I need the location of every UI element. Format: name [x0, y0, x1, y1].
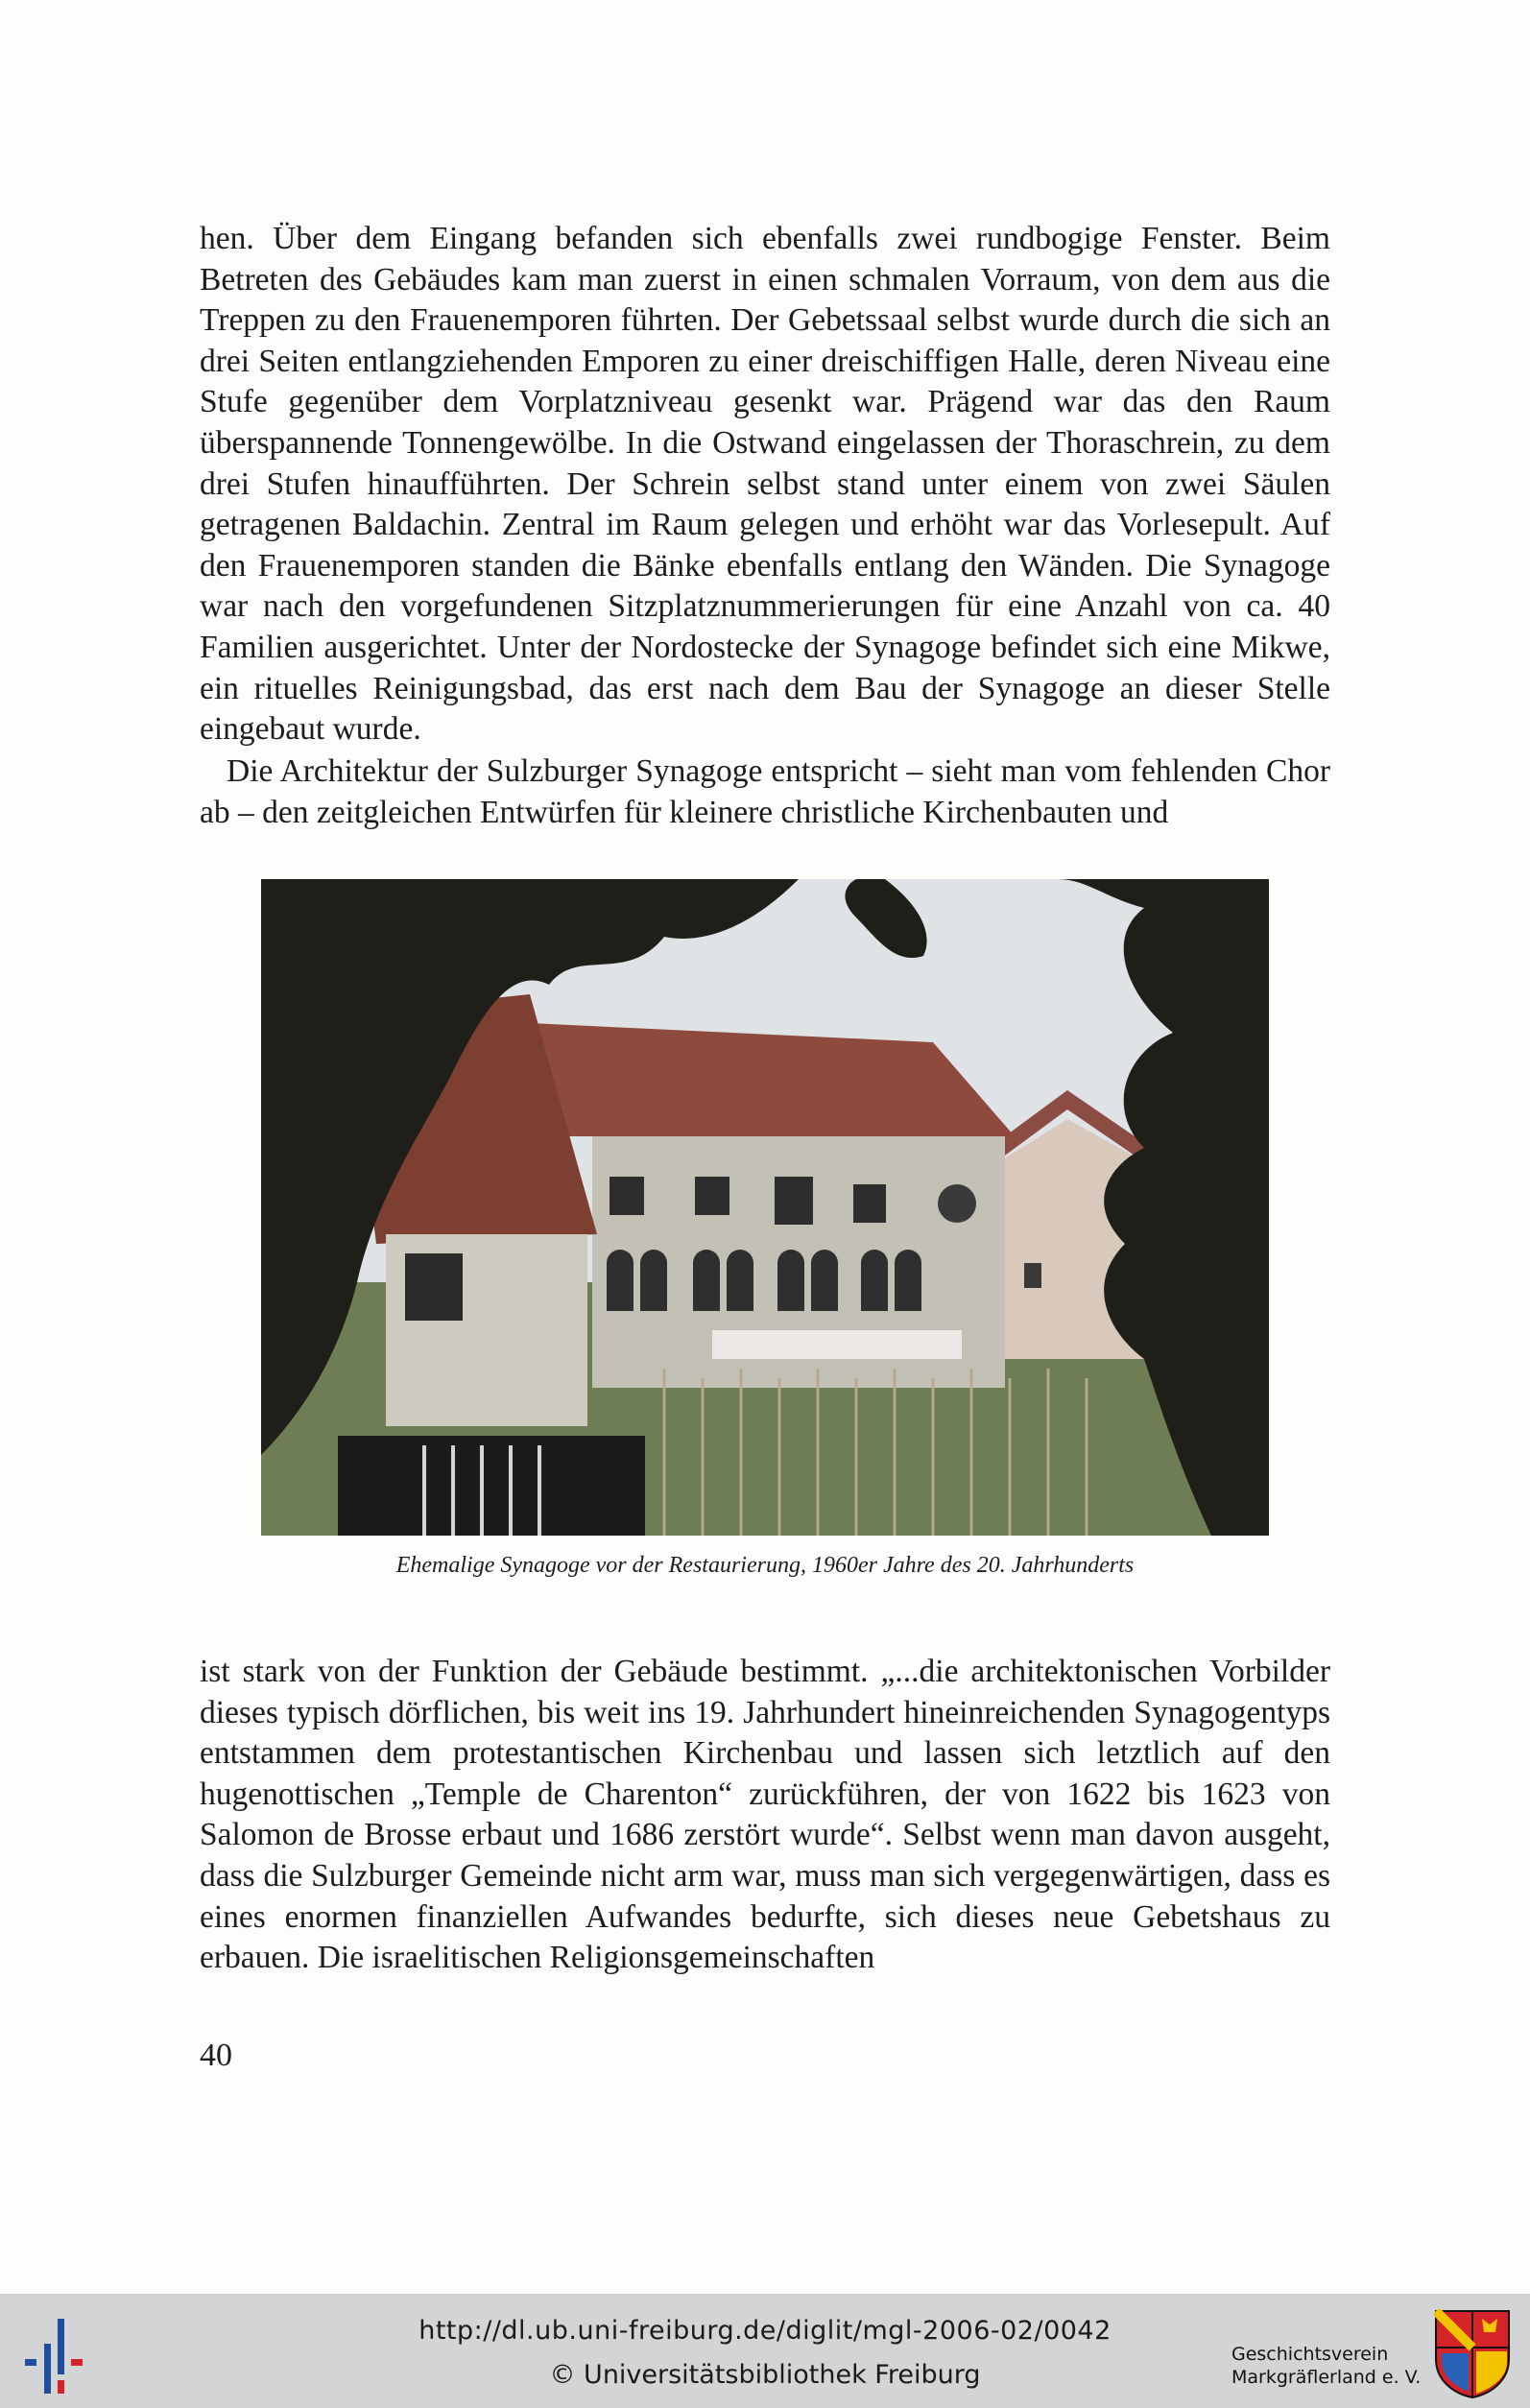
footer-bar	[0, 2294, 1530, 2408]
synagogue-photo	[261, 879, 1269, 1536]
paragraph-1: hen. Über dem Eingang befanden sich ebenfalls zwei rundbogige Fenster. Beim Betreten des Gebäudes kam man zuerst in einen schmalen Vorraum, von dem aus die Treppen zu den Frauenemporen führten. Der Gebetssaal selbst wurde durch die sich an drei Seiten entlangziehenden Emporen zu einer dreischiffigen Halle, deren Niveau eine Stufe gegenüber dem Vorplatzniveau gesenkt war. Prägend war das den Raum überspannende Tonnengewölbe. In die Ostwand eingelassen der Thoraschrein, zu dem drei Stufen hinaufführten. Der Schrein selbst stand unter einem von zwei Säulen getragenen Baldachin. Zentral im Raum gelegen und erhöht war das Vorlesepult. Auf den Frauenemporen standen die Bänke ebenfalls entlang den Wänden. Die Synagoge war nach den vorgefundenen Sitzplatznummerierungen für eine Anzahl von ca. 40 Familien ausgerichtet. Unter der Nordostecke der Synagoge befindet sich eine Mikwe, ein rituelles Reinigungsbad, das erst nach dem Bau der Synagoge an dieser Stelle eingebaut wurde.	[200, 221, 1330, 748]
coat-of-arms-icon	[1434, 2309, 1511, 2399]
society-name-line-1: Geschichtsverein	[1231, 2344, 1389, 2365]
figure-caption: Ehemalige Synagoge vor der Restaurierung, 1960er Jahre des 20. Jahrhunderts	[395, 1553, 1135, 1578]
paragraph-2: Die Architektur der Sulzburger Synagoge entspricht – sieht man vom fehlenden Chor ab – den zeitgleichen Entwürfen für kleinere christliche Kirchenbauten und	[200, 753, 1330, 830]
document-url-link[interactable]: http://dl.ub.uni-freiburg.de/diglit/mgl-2006-02/0042	[418, 2316, 1112, 2346]
paragraph-3: ist stark von der Funktion der Gebäude bestimmt. „...die architektonischen Vorbilder dieses typisch dörflichen, bis weit ins 19. Jahrhundert hineinreichenden Synagogentyps entstammen dem protestantischen Kirchenbau und lassen sich letztlich auf den hugenottischen „Temple de Charenton“ zurückführen, der von 1622 bis 1623 von Salomon de Brosse erbaut und 1686 zerstört wurde“. Selbst wenn man davon ausgeht, dass die Sulzburger Gemeinde nicht arm war, muss man sich vergegenwärtigen, dass es eines enormen finanziellen Aufwandes bedurfte, sich dieses neue Gebetshaus zu erbauen. Die israelitischen Religionsgemeinschaften	[200, 1654, 1330, 1976]
page-number: 40	[200, 2038, 232, 2073]
copyright-text: © Universitätsbibliothek Freiburg	[549, 2360, 981, 2390]
society-name	[1231, 2343, 1423, 2389]
society-name-line-2: Markgräflerland e. V.	[1231, 2367, 1422, 2388]
